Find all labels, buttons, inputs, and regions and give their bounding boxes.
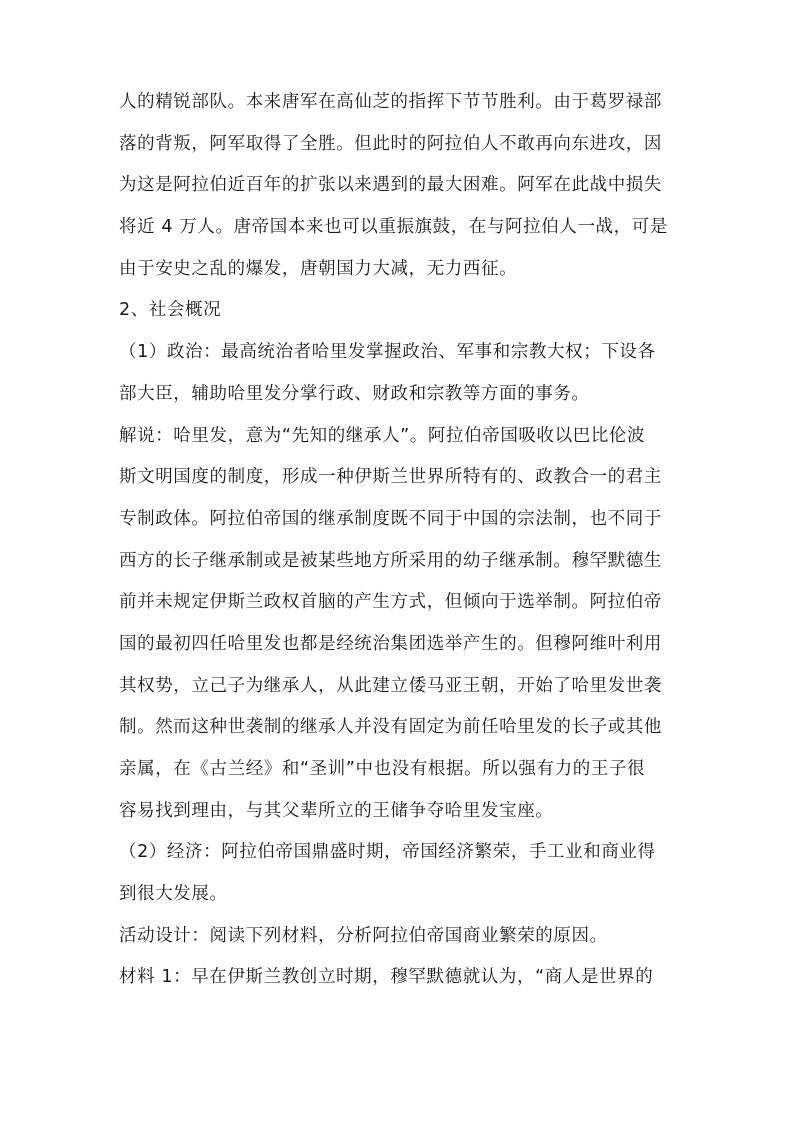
text-line: 亲属，在《古兰经》和“圣训”中也没有根据。所以强有力的王子很 [119, 759, 646, 779]
text-line: 制。然而这种世袭制的继承人并没有固定为前任哈里发的长子或其他 [119, 717, 662, 738]
text-line: 人的精锐部队。本来唐军在高仙芝的指挥下节节胜利。由于葛罗禄部 [119, 92, 662, 112]
text-line: 材料 1：早在伊斯兰教创立时期，穆罕默德就认为，“商人是世界的 [119, 967, 654, 988]
section-heading: 2、社会概况 [119, 300, 222, 321]
text-line: 前并未规定伊斯兰政权首脑的产生方式，但倾向于选举制。阿拉伯帝 [119, 592, 662, 613]
text-line: 西方的长子继承制或是被某些地方所采用的幼子继承制。穆罕默德生 [119, 550, 662, 571]
text-line: 由于安史之乱的爆发，唐朝国力大减，无力西征。 [119, 258, 518, 279]
text-line: 专制政体。阿拉伯帝国的继承制度既不同于中国的宗法制，也不同于 [119, 508, 662, 529]
text-line: 将近 4 万人。唐帝国本来也可以重振旗鼓，在与阿拉伯人一战，可是 [119, 217, 668, 238]
text-line: 解说：哈里发，意为“先知的继承人”。阿拉伯帝国吸收以巴比伦波 [119, 425, 646, 446]
text-line: 活动设计：阅读下列材料，分析阿拉伯帝国商业繁荣的原因。 [119, 925, 608, 946]
text-line: 为这是阿拉伯近百年的扩张以来遇到的最大困难。阿军在此战中损失 [119, 175, 662, 196]
text-line: 国的最初四任哈里发也都是经统治集团选举产生的。但穆阿维叶利用 [119, 633, 662, 654]
text-line: （1）政治：最高统治者哈里发掌握政治、军事和宗教大权；下设各 [119, 342, 656, 363]
text-line: 落的背叛，阿军取得了全胜。但此时的阿拉伯人不敢再向东进攻，因 [119, 133, 662, 154]
text-line: 到很大发展。 [119, 884, 228, 905]
document-body [119, 82, 677, 999]
text-line: 斯文明国度的制度，形成一种伊斯兰世界所特有的、政教合一的君主 [119, 467, 662, 488]
text-line: 部大臣，辅助哈里发分掌行政、财政和宗教等方面的事务。 [119, 383, 590, 404]
text-line: 其权势，立己子为继承人，从此建立倭马亚王朝，开始了哈里发世袭 [119, 675, 662, 696]
text-line: 容易找到理由，与其父辈所立的王储争夺哈里发宝座。 [119, 800, 554, 821]
text-line: （2）经济：阿拉伯帝国鼎盛时期，帝国经济繁荣，手工业和商业得 [119, 842, 656, 863]
